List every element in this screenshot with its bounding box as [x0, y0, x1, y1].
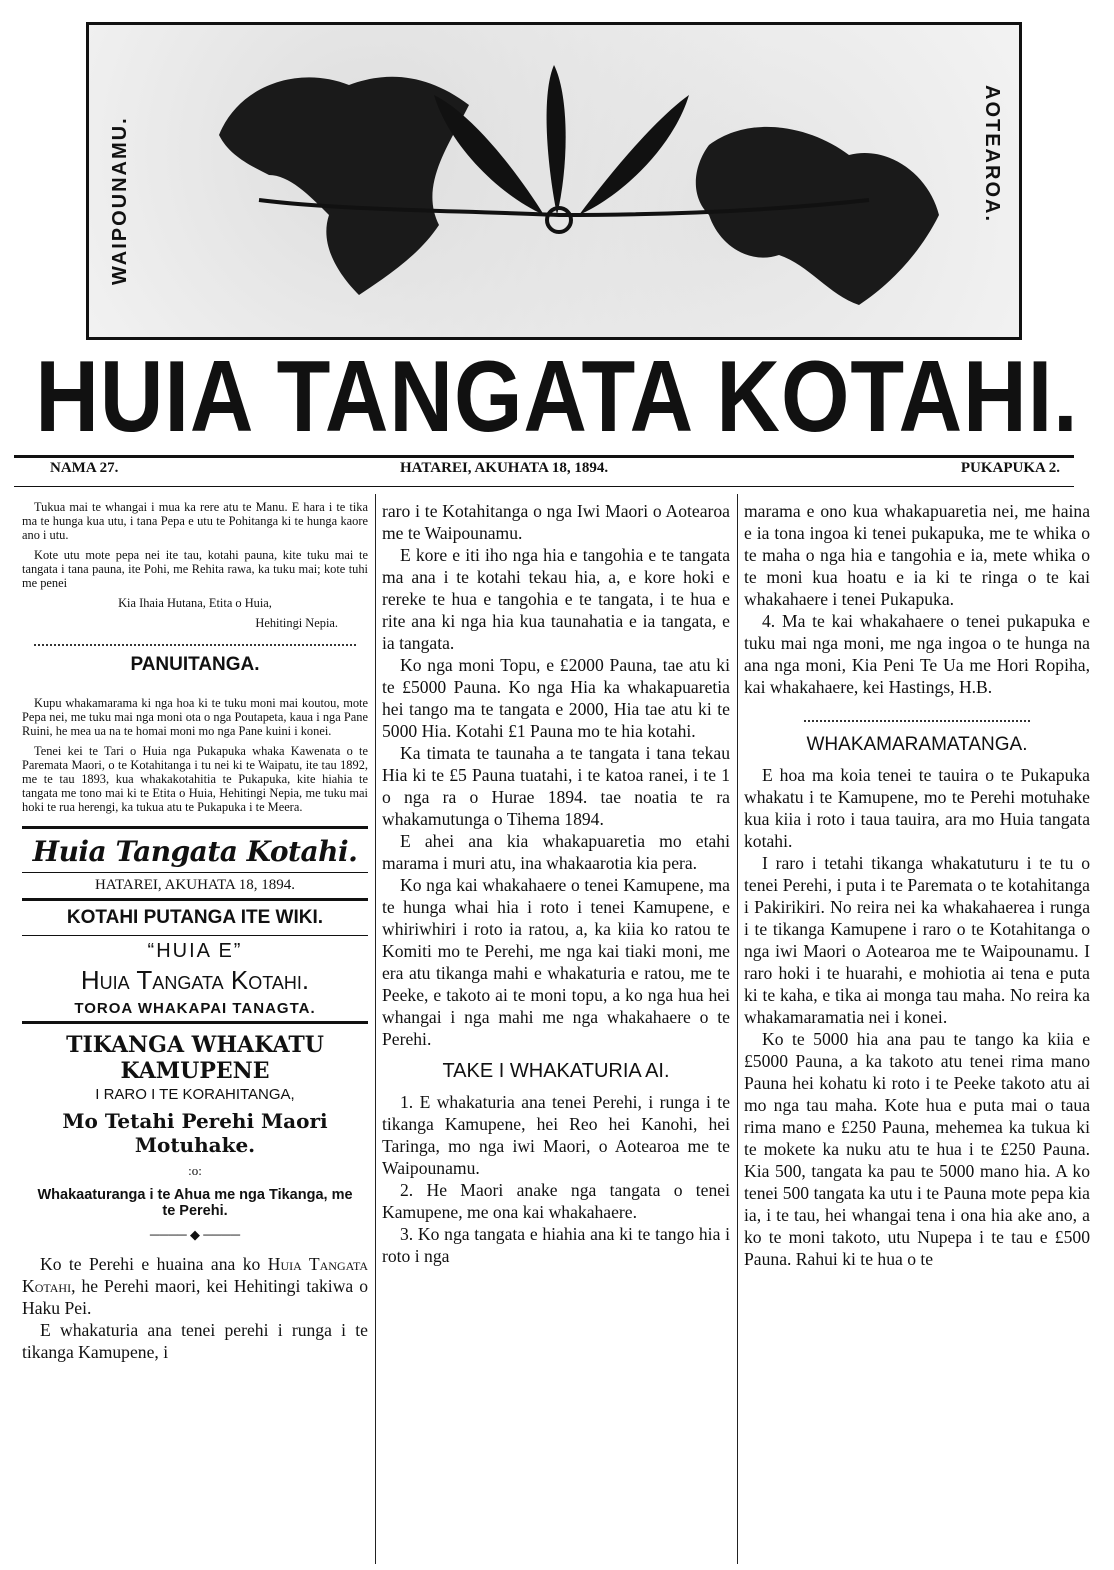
intro-text: Ko te Perehi e huaina ana ko [40, 1254, 261, 1274]
paragraph: Ko te 5000 hia ana pau te tango ka kiia e £5000 Pauna, a ka takoto atu tenei rima mano Pauna hei kohatu ki roto i te Peeke takoto atu ai mo nga tau maha. Kote hua e puta mai o taua rima mano e £250 Pauna, mehemea ka tukua ki te mokete ka nuku atu te hua i te £250 Pauna. Kia 500, tangata ka pau te 5000 mano hia. A ko tenei 500 tangata ka utu i te Pauna mote pepa kia ia, i te tau, hei whangai tena i ona hia ake ano, a ko te moni takoto, utu Nupepa i te tau e £500 Pauna. Rahui ki te hua o te [744, 1029, 1090, 1269]
paragraph: marama e ono kua whakapuaretia nei, me haina e ia tona ingoa ki tenei pukapuka, me te whika o te maha o nga hia e tangohia e ia, mete whika o te moni kua hoatu e ia ki te ringa o te kai whakahaere i tenei Pukapuka. [744, 501, 1090, 609]
panuitanga-text-2: Tenei kei te Tari o Huia nga Pukapuka whaka Kawenata o te Paremata Maori, o te Kotahitanga i tu nei ki te Waipatu, ite tau 1892, me te tau 1893, kua whakakotahitia te Pukapuka, kite hiahia te tangata me tono mai ki te Etita o Huia, Hehitingi Nepia, me tuku mai hoki te rua herengi, ka tukua atu te Pukapuka i te Meera. [22, 744, 368, 814]
aotearoa-label: AOTEAROA. [981, 85, 1003, 223]
paragraph: Ka timata te taunaha a te tangata i tana tekau Hia ki te £5 Pauna tuatahi, i te katoa ranei, i te 1 o nga ra o Hurae 1894. tae noatia te ra whakamutunga o Tihema 1894. [382, 743, 730, 829]
divider [22, 826, 368, 829]
knot-icon [547, 208, 571, 232]
aotearoa-map [696, 127, 939, 305]
mo-tetahi-line: Mo Tetahi Perehi Maori Motuhake. [62, 1109, 328, 1157]
divider [804, 714, 1030, 722]
feather-icon [547, 65, 566, 215]
divider [22, 872, 368, 873]
paragraph: Ko nga moni Topu, e £2000 Pauna, tae atu ki te £5000 Pauna. Ko nga Hia ka whakapuaretia hei tango ma te tangata e 2000, Hia tae atu ki te 5000 Hia. Kotahi £1 Pauna mo te hia kotahi. [382, 655, 730, 741]
paragraph: E ahei ana kia whakapuaretia mo etahi marama i muri atu, ina whakaarotia kia pera. [382, 831, 730, 873]
column-divider [737, 494, 738, 1564]
ornament-divider: ──── ◆ ──── [149, 1227, 241, 1242]
list-item: 2. He Maori anake nga tangata o tenei Kamupene, me ona kai whakahaere. [382, 1180, 730, 1222]
header-rule-bottom [14, 486, 1074, 487]
header-rule [14, 455, 1074, 458]
intro-name: Huia Tangata Kotahi [22, 1254, 368, 1296]
column-2 [382, 500, 730, 1565]
list-item: 1. E whakaturia ana tenei Perehi, i runga i te tikanga Kamupene, hei Reo hei Kanohi, hei Taringa, mo nga iwi Maori, o Aotearoa me te Waipounamu. [382, 1092, 730, 1178]
intro-paragraph [22, 1253, 368, 1319]
divider [22, 935, 368, 936]
fancy-title: Huia Tangata Kotahi. [32, 835, 358, 868]
weekly-heading: KOTAHI PUTANGA ITE WIKI. [66, 907, 324, 928]
issue-line [50, 460, 1060, 482]
paragraph: E kore e iti iho nga hia e tangohia e te tangata ma ana i te kotahi tekau hia, a, e kore hoki e rereke te hua e tangohia e te tangata, i te hua e rite ana ki nga hia kua taunahatia e ia tangata, e ia tangata. [382, 545, 730, 653]
issue-volume: PUKAPUKA 2. [960, 460, 1060, 476]
waipounamu-label: WAIPOUNAMU. [109, 116, 131, 285]
column-1 [22, 500, 368, 1565]
issue-date: HATAREI, AKUHATA 18, 1894. [400, 460, 609, 476]
list-item: 4. Ma te kai whakahaere o tenei pukapuka e tuku mai nga moni, me nga ingoa o te hunga na ana nga moni, Kia Peni Te Ua me Hori Ropiha, kai whakahaere, kei Hastings, H.B. [744, 611, 1090, 697]
list-item: 3. Ko nga tangata e hiahia ana ki te tango hia i roto i nga [382, 1224, 730, 1266]
masthead-art [89, 25, 1019, 337]
paragraph: E whakaturia ana tenei perehi i runga i te tikanga Kamupene, i [22, 1320, 368, 1362]
address-line-2: Hehitingi Nepia. [255, 616, 338, 630]
panuitanga-text-1: Kupu whakamarama ki nga hoa ki te tuku moni mai koutou, mote Pepa nei, me tuku mai nga moni ota o nga Poutapeta, kaua i nga Pane Ruini, he mea ua na te homai moni mo nga Pane kuini i konei. [22, 696, 368, 738]
whakamaramatanga-heading: WHAKAMARAMATANGA. [806, 734, 1028, 755]
column-3 [744, 500, 1090, 1565]
newspaper-title: HUIA TANGATA KOTAHI. [35, 339, 1079, 453]
address-line-1: Kia Ihaia Hutana, Etita o Huia, [118, 596, 272, 610]
column-divider [375, 494, 376, 1564]
tikanga-heading: TIKANGA WHAKATU KAMUPENE [66, 1032, 324, 1084]
name-line: Huia Tangata Kotahi. [80, 965, 310, 995]
whakaaturanga-heading: Whakaaturanga i te Ahua me nga Tikanga, me te Perehi. [37, 1187, 353, 1219]
i-raro-line: I RARO I TE KORAHITANGA, [95, 1086, 295, 1103]
feather-icon [434, 95, 544, 215]
paragraph: E hoa ma koia tenei te tauira o te Pukapuka whakatu i te Kamupene, mo te Perehi motuhake kua kiia i roto i taua tauira, ara mo Huia tangata kotahi. [744, 765, 1090, 851]
separator: :o: [188, 1163, 202, 1178]
divider [34, 638, 356, 646]
notice-payment: Tukua mai te whangai i mua ka rere atu te Manu. E hara i te tika ma te hunga kua utu, i tana Pepa e utu te Pohitanga ki te hunga kaore ano i utu. [22, 500, 368, 542]
paragraph: raro i te Kotahitanga o nga Iwi Maori o Aotearoa me te Waipounamu. [382, 501, 730, 543]
toroa-line: TOROA WHAKAPAI TANAGTA. [74, 1000, 316, 1017]
date-line: HATAREI, AKUHATA 18, 1894. [94, 877, 296, 893]
waipounamu-map [219, 77, 469, 295]
feather-icon [579, 95, 689, 215]
paragraph: Ko nga kai whakahaere o tenei Kamupene, ma te hunga whai hia i roto i tenei Kamupene, e whiriwhiri i roto ia ratou, a, ka kiia ko ratou te Komiti mo te Perehi, me nga kai tiaki moni, me era atu tikanga mahi e whakaturia e ratou, me te Peeke, e takoto ai te moni topu, a ko nga hua hei whangai i nga mahi me nga whakahaere o te Perehi. [382, 875, 730, 1049]
notice-subscription: Kote utu mote pepa nei ite tau, kotahi pauna, kite tuku mai te tangata i tana pauna, ite Pohi, me Rehita rawa, ka tuku mai; kote tuhi me penei [22, 548, 368, 590]
divider [22, 898, 368, 901]
divider [22, 1021, 368, 1024]
take-heading: TAKE I WHAKATURIA AI. [442, 1060, 670, 1082]
masthead-illustration [86, 22, 1022, 340]
issue-number: NAMA 27. [50, 460, 119, 476]
paragraph: I raro i tetahi tikanga whakatuturu i te tu o tenei Perehi, i puta i te Paremata o te kotahitanga i Pakirikiri. No reira nei ka whakahaerea i runga i te tikanga Kamupene i raro o te Kotahitanga o nga iwi Maori o Aotearoa me te Waipounamu. I raro hoki i te huarahi, e mohiotia ai tena e puta ki te kaha, e tika ai monga tau maha. No reira ka whakamaramatia nei i konei. [744, 853, 1090, 1027]
huia-e-quote: “HUIA E” [147, 940, 243, 962]
panuitanga-heading: PANUITANGA. [130, 654, 260, 675]
intro-text-2: , he Perehi maori, kei Hehitingi takiwa o Haku Pei. [22, 1276, 368, 1318]
